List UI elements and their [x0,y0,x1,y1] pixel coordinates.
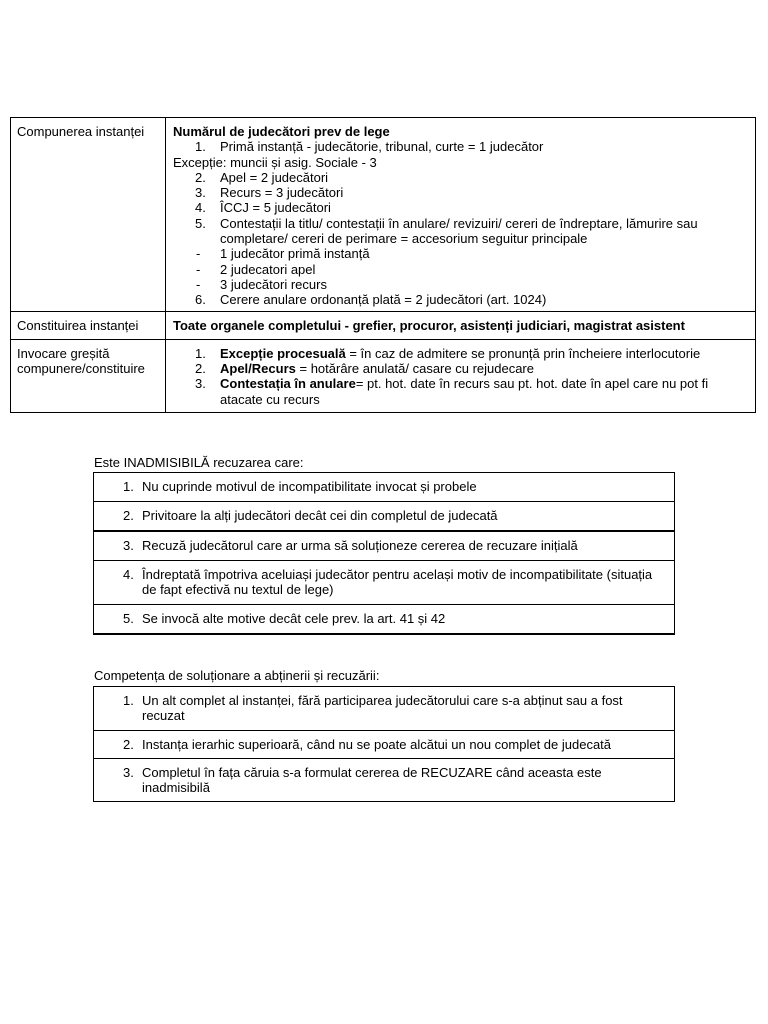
exception-note: Excepție: muncii și asig. Sociale - 3 [173,154,377,170]
list-number: 2. [123,508,134,523]
table-cell [94,758,675,802]
table-row [94,531,675,561]
list-number: 5. [123,610,134,626]
list-number: 1. [195,345,206,361]
dash-list [173,246,749,292]
list-item-bold: Apel/Recurs [220,361,296,377]
list-number: 2. [195,361,206,377]
list-number: 1. [123,693,134,708]
row-heading: Numărul de judecători prev de lege [173,124,390,139]
list-item [173,185,749,200]
list-dash: - [196,246,201,262]
table-row [11,339,756,412]
list-item [173,246,749,261]
list-item-text: Instanța ierarhic superioară, când nu se poate alcătui un nou complet de judecată [142,736,612,752]
table-row [11,311,756,339]
list-item-text: = hotărâre anulată/ casare cu rejudecare [295,361,534,377]
table-cell [94,604,675,634]
list-number: 3. [123,764,134,780]
table-cell [94,561,675,605]
list-item [173,200,749,215]
list-number: 1. [123,479,134,494]
list-number: 2. [195,169,206,185]
list-item-bold: Excepție procesuală [220,345,346,361]
list-dash: - [196,276,201,292]
list-item [173,139,749,154]
list-item-text: Se invocă alte motive decât cele prev. la art. 41 și 42 [142,610,446,626]
list-item-text: 1 judecător primă instanță [220,246,370,262]
row-label: Invocare greșită compunere/constituire [11,339,166,412]
table-cell [94,531,675,561]
list-item [173,262,749,277]
table-cell [94,502,675,532]
table-row [94,730,675,758]
list-item-text: Un alt complet al instanței, fără participarea judecătorului care s-a abținut sau a fost recuzat [142,693,623,724]
list-item [173,292,749,307]
list-item-bold: Contestația în anulare [220,376,356,392]
recuzare-caption: Este INADMISIBILĂ recuzarea care: [94,455,304,470]
list-item-text: Recurs = 3 judecători [220,185,344,201]
list-item [173,361,749,376]
list-item-text: ÎCCJ = 5 judecători [220,200,331,216]
list-item-text: Nu cuprinde motivul de incompatibilitate invocat și probele [142,479,477,494]
table-row [94,758,675,802]
table-cell [94,473,675,502]
list-item-text: = pt. hot. date în recurs sau pt. hot. date în apel care nu pot fi atacate cu recurs [220,376,709,407]
list-number: 4. [195,200,206,216]
numbered-list [173,292,749,307]
list-item [173,346,749,361]
list-item-text: Cerere anulare ordonanță plată = 2 judecători (art. 1024) [220,292,547,308]
list-number: 5. [195,215,206,231]
numbered-list [173,346,749,407]
table-row [94,502,675,532]
list-number: 3. [123,538,134,553]
list-item [173,376,749,407]
table-cell [94,730,675,758]
row-content [166,311,756,339]
list-item-text: Contestații la titlu/ contestații în anulare/ revizuiri/ cereri de îndreptare, lămurire sau completare/ cereri de perimare = accesorium seguitur principale [220,215,698,247]
competenta-table [93,686,675,802]
list-item-text: Completul în fața căruia s-a formulat cererea de RECUZARE când aceasta este inadmisibilă [142,764,602,796]
list-number: 1. [195,139,206,155]
list-number: 6. [195,292,206,308]
table-row [94,687,675,731]
list-dash: - [196,261,201,277]
list-item-text: Primă instanță - judecătorie, tribunal, curte = 1 judecător [220,139,544,155]
row-content [166,118,756,312]
list-number: 3. [195,376,206,392]
list-item-text: Îndreptată împotriva aceluiași judecător pentru același motiv de incompatibilitate (situația de fapt efectivă nu textul de lege) [142,567,653,598]
competenta-caption: Competența de soluționare a abținerii și recuzării: [94,668,380,683]
main-table [10,117,756,413]
table-cell [94,687,675,731]
list-item [173,277,749,292]
list-item-text: 3 judecători recurs [220,276,327,292]
list-item-text: Apel = 2 judecători [220,169,329,185]
numbered-list [173,170,749,246]
table-row [94,473,675,502]
numbered-list [173,139,749,154]
table-row [94,604,675,634]
table-row [11,118,756,312]
list-number: 4. [123,567,134,582]
row-heading: Toate organele completului - grefier, procuror, asistenți judiciari, magistrat asistent [173,317,685,333]
list-item [173,216,749,247]
recuzare-table [93,472,675,635]
list-item-text: = în caz de admitere se pronunță prin încheiere interlocutorie [345,345,701,361]
row-label: Compunerea instanței [11,118,166,312]
list-item-text: Recuză judecătorul care ar urma să soluționeze cererea de recuzare inițială [142,538,578,553]
row-label: Constituirea instanței [11,311,166,339]
table-row [94,561,675,605]
list-item [173,170,749,185]
list-item-text: Privitoare la alți judecători decât cei din completul de judecată [142,508,498,523]
row-content [166,339,756,412]
list-number: 3. [195,185,206,201]
list-item-text: 2 judecatori apel [220,261,316,277]
list-number: 2. [123,736,134,752]
